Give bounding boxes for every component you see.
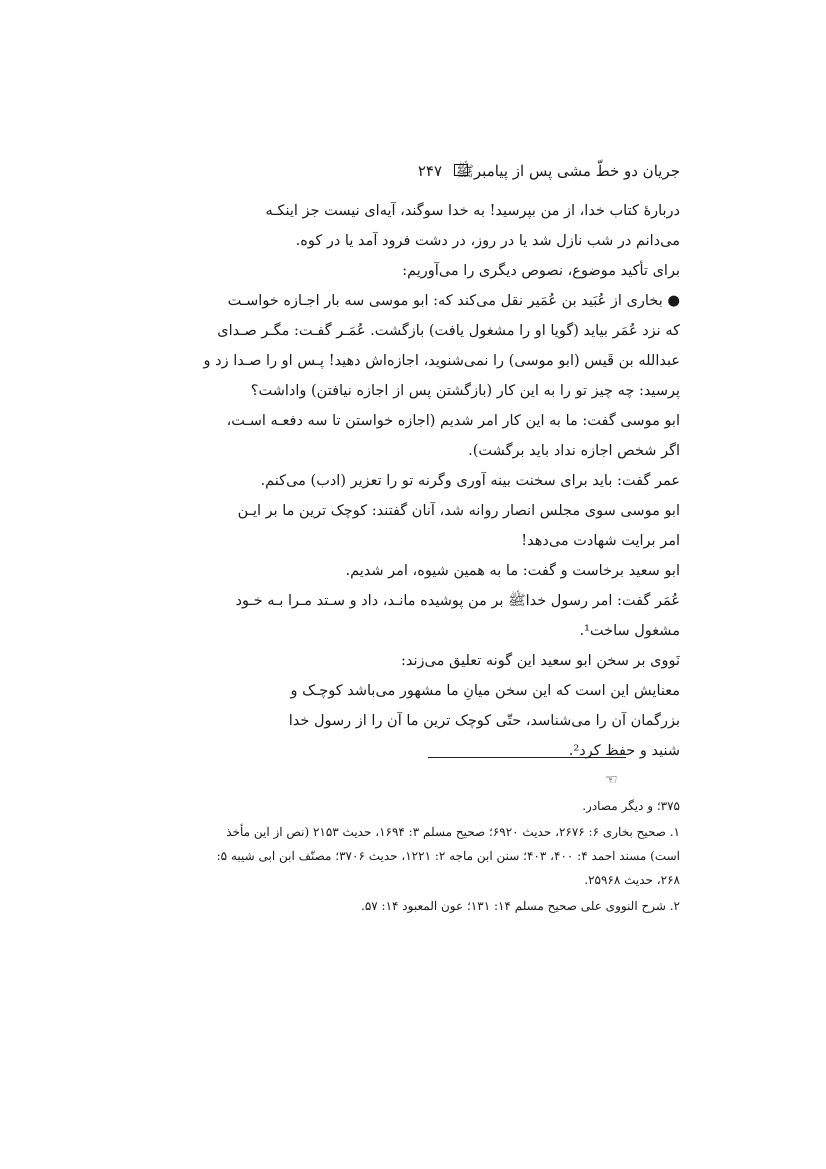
- running-header-title: جریان دو خطّ مشی پس از پیامبرﷺ: [455, 162, 680, 180]
- body-line: ابو موسی سوی مجلس انصار روانه شد، آنان گفتند: کوچک ترین ما بر ایـن: [237, 503, 680, 519]
- body-line: عُمَر گفت: امر رسول خداﷺ بر من پوشیده مانـد، داد و سـتد مـرا بـه خـود: [235, 593, 680, 609]
- footnote-line: ۲۶۸، حدیث ۲۵۹۶۸.: [584, 873, 680, 887]
- body-line: که نزد عُمَر بیاید (گویا او را مشغول یافت) بازگشت. عُمَـر گفـت: مگـر صـدای: [217, 323, 680, 339]
- body-line: ابو موسی گفت: ما به این کار امر شدیم (اجازه خواستن تا سه دفعـه اسـت،: [226, 413, 680, 429]
- quote-line: شنید و حفظ کرد².: [568, 743, 680, 759]
- page-number: ۲۴۷: [417, 162, 442, 180]
- footnote-line: ۱. صحیح بخاری ۶: ۲۶۷۶، حدیث ۶۹۲۰؛ صحیح مسلم ۳: ۱۶۹۴، حدیث ۲۱۵۳ (نص از این مأخذ: [226, 825, 680, 839]
- body-line: ابو سعید برخاست و گفت: ما به همین شیوه، امر شدیم.: [345, 563, 680, 579]
- body-line: عمر گفت: باید برای سخنت بینه آوری وگرنه تو را تعزیر (ادب) می‌کنم.: [260, 473, 680, 489]
- quote-line: بزرگمان آن را می‌شناسد، حتّی کوچک ترین ما آن را از رسول خدا: [288, 713, 680, 729]
- footnote-line: ۲. شرح النووی علی صحیح مسلم ۱۴: ۱۳۱؛ عون المعبود ۱۴: ۵۷.: [361, 899, 680, 913]
- footnote-line: ۳۷۵؛ و دیگر مصادر.: [582, 799, 680, 813]
- footnote-line: است) مسند احمد ۴: ۴۰۰، ۴۰۳؛ سنن ابن ماجه ۲: ۱۲۲۱، حدیث ۳۷۰۶؛ مصنّف ابن ابی شیبه ۵:: [216, 849, 680, 863]
- square-ornament-icon: [454, 164, 468, 176]
- body-line: عبدالله بن قَیس (ابو موسی) را نمی‌شنوید، اجازه‌اش دهید! پـس او را صـدا زد و: [203, 353, 680, 369]
- footnote-separator: [428, 757, 626, 758]
- body-line: اگر شخص اجازه نداد باید برگشت).: [468, 443, 680, 459]
- body-line: نَووی بر سخن ابو سعید این گونه تعلیق می‌زند:: [400, 653, 680, 669]
- body-line: برای تأکید موضوع، نصوص دیگری را می‌آوریم:: [402, 263, 680, 279]
- body-line: مشغول ساخت¹.: [579, 623, 680, 639]
- body-line: ● بخاری از عُبَید بن عُمَیر نقل می‌کند که: ابو موسی سه بار اجـازه خواسـت: [227, 293, 680, 309]
- quote-line: معنایش این است که این سخن میانِ ما مشهور می‌باشد کوچـک و: [290, 683, 680, 699]
- body-line: دربارۀ کتاب خدا، از من بپرسید! به خدا سوگند، آیه‌ای نیست جز اینکـه: [265, 203, 680, 219]
- body-line: امر برایت شهادت می‌دهد!: [521, 533, 680, 549]
- body-line: می‌دانم در شب نازل شد یا در روز، در دشت فرود آمد یا در کوه.: [295, 233, 680, 249]
- body-line: پرسید: چه چیز تو را به این کار (بازگشتن پس از اجازه نیافتن) واداشت؟: [250, 383, 680, 399]
- footnote-continuation-icon: ☜: [605, 772, 618, 788]
- running-header: [180, 158, 680, 184]
